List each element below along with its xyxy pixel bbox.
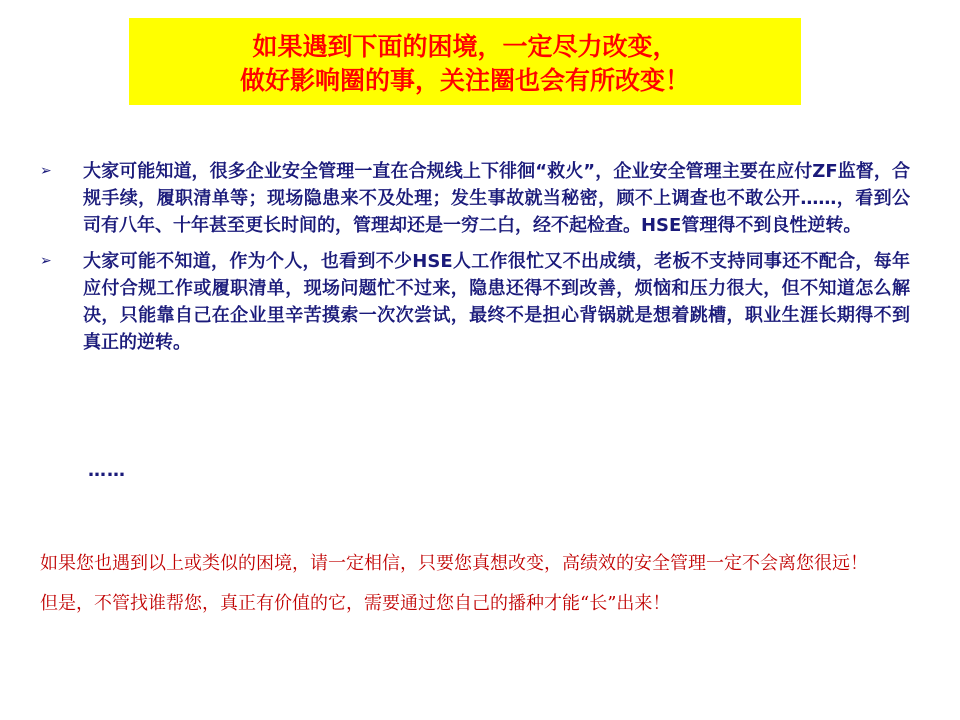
bullet-text: 大家可能知道，很多企业安全管理一直在合规线上下徘徊“救火”，企业安全管理主要在应付ZF监督，合规手续，履职清单等；现场隐患来不及处理；发生事故就当秘密，顾不上调查也不敢公开……，看到公司有八年、十年甚至更长时间的，管理却还是一穷二白，经不起检查。HSE管理得不到良性逆转。 — [83, 161, 910, 236]
bullet-item-unknown — [40, 248, 910, 356]
title-line-2: 做好影响圈的事，关注圈也会有所改变！ — [239, 66, 690, 95]
arrow-bullet-icon: ➢ — [40, 253, 52, 269]
bullet-item-known — [40, 158, 910, 239]
title-line-1: 如果遇到下面的困境，一定尽力改变， — [252, 32, 678, 61]
bullet-list — [40, 158, 910, 365]
ellipsis-text: …… — [88, 460, 126, 481]
bullet-text: 大家可能不知道，作为个人，也看到不少HSE人工作很忙又不出成绩，老板不支持同事还不配合，每年应付合规工作或履职清单，现场问题忙不过来，隐患还得不到改善，烦恼和压力很大，但不知道怎么解决，只能靠自己在企业里辛苦摸索一次次尝试，最终不是担心背锅就是想着跳槽，职业生涯长期得不到真正的逆转。 — [83, 251, 910, 353]
closing-message — [40, 544, 908, 624]
title-banner — [129, 18, 801, 105]
arrow-bullet-icon: ➢ — [40, 163, 52, 179]
closing-paragraph-2: 但是，不管找谁帮您，真正有价值的它，需要通过您自己的播种才能“长”出来！ — [40, 593, 671, 614]
closing-paragraph-1: 如果您也遇到以上或类似的困境，请一定相信，只要您真想改变，高绩效的安全管理一定不会离您很远！ — [40, 553, 868, 574]
